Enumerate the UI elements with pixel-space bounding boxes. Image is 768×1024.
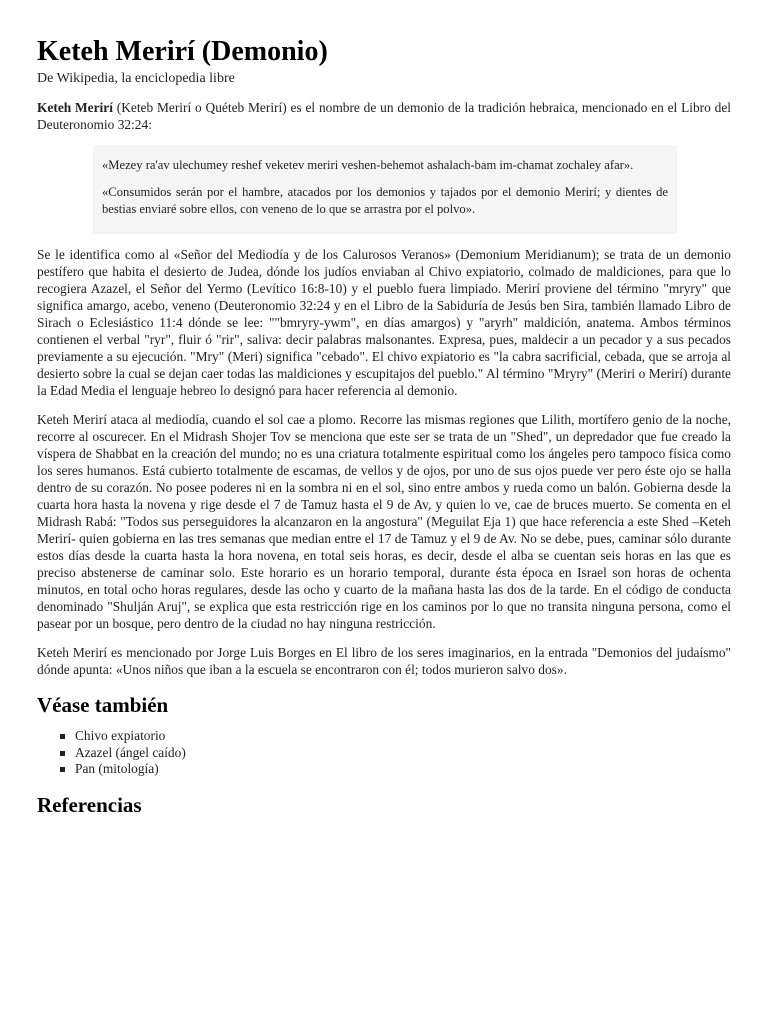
paragraph-attack: Keteh Merirí ataca al mediodía, cuando el sol cae a plomo. Recorre las mismas regiones que Lilith, mortífero genio de la noche, recorre al oscurecer. En el Midrash Shojer Tov se menciona que este ser se trata de un "Shed", un depredador que fue creado la víspera de Shabbat en la creación del mundo; no es una criatura totalmente espiritual como los ángeles pero tampoco física como los seres humanos. Está cubierto totalmente de escamas, de vellos y de ojos, por uno de sus ojos puede ver pero éste ojo se halla dentro de su corazón. No posee poderes ni en la sombra ni en el sol, sino entre ambos y rueda como un balón. Gobierna desde la cuarta hora hasta la novena y rige desde el 7 de Tamuz hasta el 9 de Av, y quien lo ve, cae de bruces muerto. Se comenta en el Midrash Rabá: "Todos sus perseguidores la alcanzaron en la angostura" (Meguilat Eja 1) que hace referencia a este Shed –Keteh Merirí- quien gobierna en las tres semanas que median entre el 17 de Tamuz y el 9 de Av. No se debe, pues, caminar sólo durante estos días desde la cuarta hasta la hora novena, en total seis horas, es decir, desde el alba se cuentan seis horas en las que es preciso abstenerse de caminar solo. Este horario es un horario temporal, durante ésta época en Israel son horas de ochenta minutos, en total ocho horas regulares, desde las ocho y cuarto de la mañana hasta las dos de la tarde. En el código de conducta denominado "Shulján Aruj", se explica que esta restricción rige en los caminos por lo que no transita ninguna persona, como el pasear por un bosque, pero dentro de la ciudad no hay ninguna restricción. <box>37 412 731 631</box>
see-also-heading: Véase también <box>37 693 169 717</box>
paragraph-borges: Keteh Merirí es mencionado por Jorge Luis Borges en El libro de los seres imaginarios, en la entrada "Demonios del judaísmo" dónde apunta: «Unos niños que iban a la escuela se encontraron con él; todos murieron salvo dos». <box>37 645 731 677</box>
blockquote <box>93 145 677 234</box>
see-also-item-azazel[interactable]: Azazel (ángel caído) <box>75 745 731 762</box>
intro-paragraph <box>37 99 731 133</box>
paragraph-identification: Se le identifica como al «Señor del Mediodía y de los Calurosos Veranos» (Demonium Meridianum); se trata de un demonio pestífero que habita el desierto de Judea, dónde los judíos enviaban al Chivo expiatorio, colmado de maldiciones, para que lo recogiera Azazel, el Señor del Yermo (Levítico 16:8-10) y el pueblo fuera limpiado. Merirí proviene del término "mryry" que significa amargo, acebo, veneno (Deuteronomio 32:24 y en el Libro de la Sabiduría de Jesús ben Sira, también llamado Libro de Sirach o Eclesiástico 11:4 dónde se lee: ""bmryry-ywm", en días amargos) y "aryrh" maldición, anatema. Ambos términos contienen el verbal "ryr", fluir ó "rir", saliva: decir palabras malsonantes. Expresa, pues, maldecir a un pecador y a sus pecados previamente a su ejecución. "Mry" (Meri) significa "cebado". El chivo expiatorio es "la cabra sacrificial, cebada, que se arroja al desierto sobre la cual se dejan caer todas las maldiciones y escupitajos del pueblo." Al término "Mryry" (Meriri o Merirí) durante la Edad Media el lenguaje hebreo lo designó para hacer referencia al demonio. <box>37 247 731 398</box>
references-heading: Referencias <box>37 792 142 817</box>
quote-spanish: «Consumidos serán por el hambre, atacados por los demonios y tajados por el demonio Merirí; y dientes de bestias enviaré sobre ellos, con veneno de lo que se arrastra por el polvo». <box>102 185 668 216</box>
page-title: Keteh Merirí (Demonio) <box>37 36 328 67</box>
intro-bold-term: Keteh Merirí <box>37 100 113 115</box>
see-also-item-chivo[interactable]: Chivo expiatorio <box>75 728 731 745</box>
see-also-list <box>37 728 731 778</box>
page-subtitle: De Wikipedia, la enciclopedia libre <box>37 71 235 86</box>
see-also-item-pan[interactable]: Pan (mitología) <box>75 761 731 778</box>
quote-hebrew: «Mezey ra'av ulechumey reshef veketev meriri veshen-behemot ashalach-bam im-chamat zochaley afar». <box>102 158 634 172</box>
intro-text: (Keteb Merirí o Quéteb Merirí) es el nombre de un demonio de la tradición hebraica, mencionado en el Libro del Deuteronomio 32:24: <box>37 100 731 132</box>
